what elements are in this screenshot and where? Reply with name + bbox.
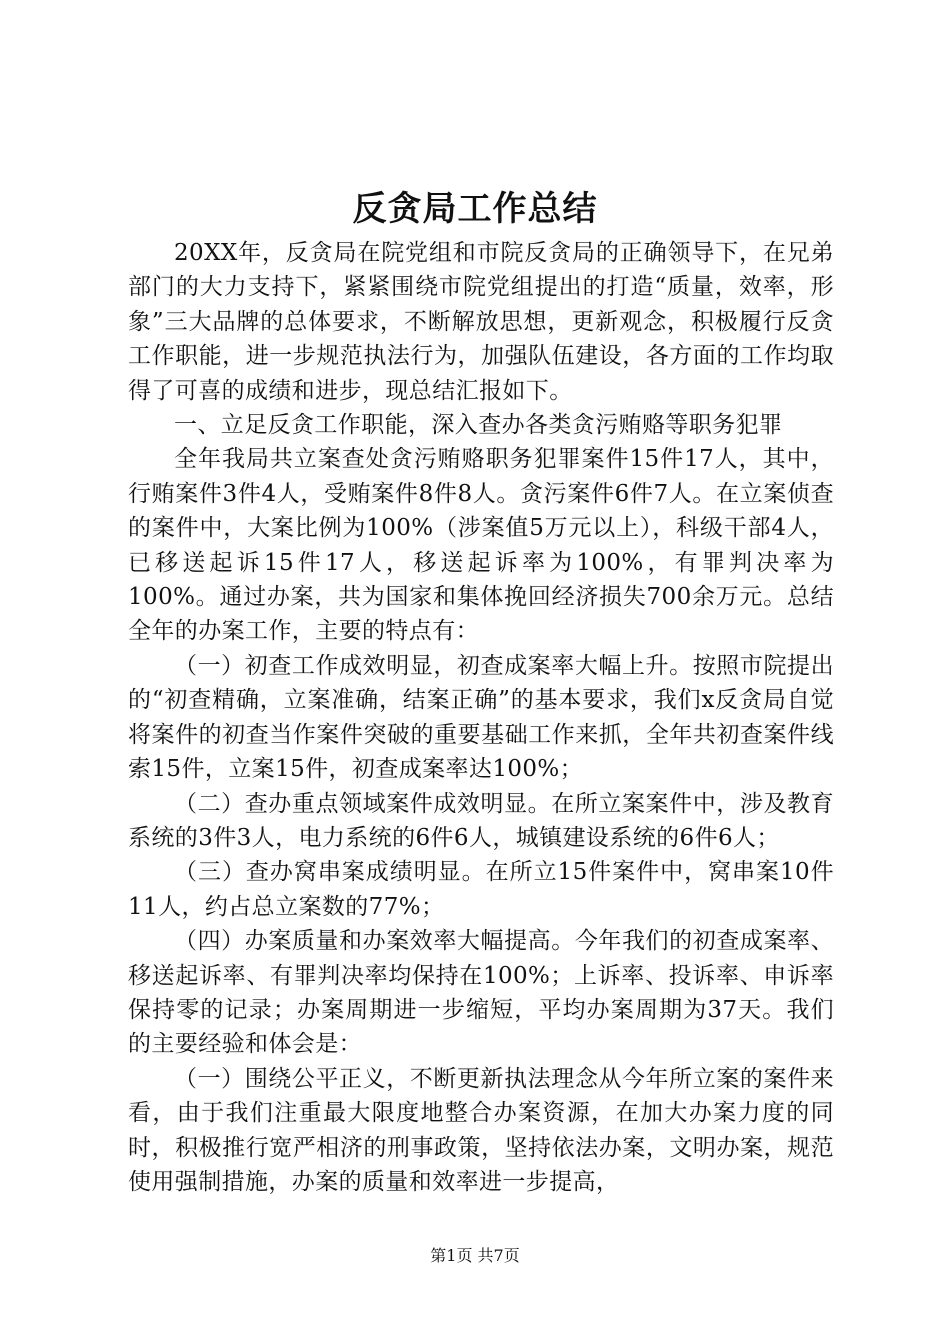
section-heading-1: 一、立足反贪工作职能，深入查办各类贪污贿赂等职务犯罪 [174, 412, 783, 439]
intro-paragraph: 20XX年，反贪局在院党组和市院反贪局的正确领导下，在兄弟部门的大力支持下，紧紧围绕市院党组提出的打造“质量，效率，形象”三大品牌的总体要求，不断解放思想，更新观念，积极履行反贪工作职能，进一步规范执法行为，加强队伍建设，各方面的工作均取得了可喜的成绩和进步，现总结汇报如下。 [128, 240, 834, 404]
experience-paragraph-1: （一）围绕公平正义，不断更新执法理念从今年所立案的案件来看，由于我们注重最大限度地整合办案资源，在加大办案力度的同时，积极推行宽严相济的刑事政策，坚持依法办案，文明办案，规范使用强制措施，办案的质量和效率进一步提高， [128, 1065, 834, 1195]
feature-paragraph-3: （三）查办窝串案成绩明显。在所立15件案件中，窝串案10件11人，约占总立案数的77%； [128, 859, 834, 920]
document-body [128, 236, 834, 1199]
document-title: 反贪局工作总结 [352, 189, 598, 229]
feature-paragraph-4: （四）办案质量和办案效率大幅提高。今年我们的初查成案率、移送起诉率、有罪判决率均保持在100%；上诉率、投诉率、申诉率保持零的记录；办案周期进一步缩短，平均办案周期为37天。我们的主要经验和体会是： [128, 928, 834, 1058]
page-footer: 第1页 共7页 [430, 1246, 520, 1265]
feature-paragraph-2: （二）查办重点领域案件成效明显。在所立案案件中，涉及教育系统的3件3人，电力系统的6件6人，城镇建设系统的6件6人； [128, 790, 834, 851]
feature-paragraph-1: （一）初查工作成效明显，初查成案率大幅上升。按照市院提出的“初查精确，立案准确，结案正确”的基本要求，我们x反贪局自觉将案件的初查当作案件突破的重要基础工作来抓，全年共初查案件线索15件，立案15件，初查成案率达100%； [128, 652, 834, 783]
case-summary-paragraph: 全年我局共立案查处贪污贿赂职务犯罪案件15件17人，其中，行贿案件3件4人，受贿案件8件8人。贪污案件6件7人。在立案侦查的案件中，大案比例为100%（涉案值5万元以上），科级干部4人，已移送起诉15件17人，移送起诉率为100%，有罪判决率为100%。通过办案，共为国家和集体挽回经济损失700余万元。总结全年的办案工作，主要的特点有： [128, 446, 834, 645]
